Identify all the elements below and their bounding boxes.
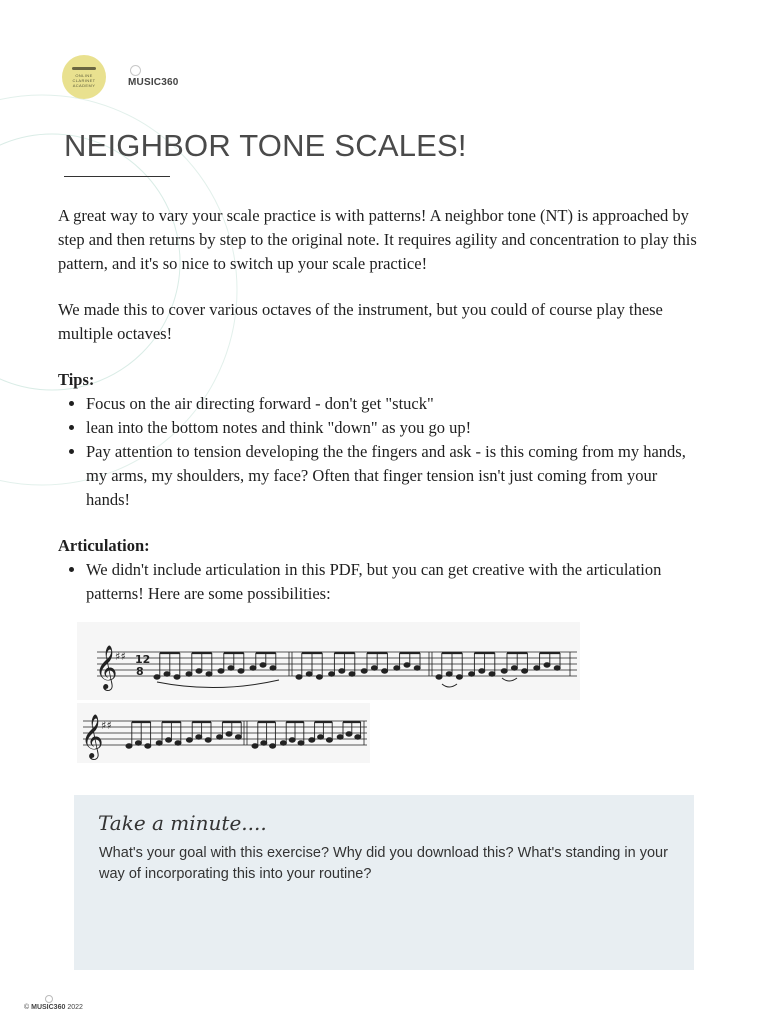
note-head	[326, 738, 332, 742]
note-head	[174, 675, 180, 679]
note-head	[228, 666, 234, 670]
note-head	[280, 741, 286, 745]
articulation-item: • We didn't include articulation in this PDF, but you can get creative with the articulation patterns! Here are some possibilities:	[86, 558, 698, 606]
note-head	[289, 738, 295, 742]
tips-heading: Tips:	[58, 370, 95, 389]
note-head	[154, 675, 160, 679]
reflection-title: Take a minute....	[98, 811, 267, 835]
staff-1	[77, 622, 580, 700]
note-head	[218, 669, 224, 673]
note-head	[186, 738, 192, 742]
note-head	[296, 675, 302, 679]
treble-clef-icon: 𝄞	[81, 714, 104, 758]
academy-logo-line1: ONLINE	[75, 72, 93, 78]
note-head	[479, 669, 485, 673]
note-head	[270, 666, 276, 670]
note-head	[298, 741, 304, 745]
note-head	[522, 669, 528, 673]
clarinet-icon	[72, 67, 96, 70]
note-group	[126, 722, 361, 748]
time-signature-bottom: 8	[136, 665, 144, 678]
note-head	[316, 675, 322, 679]
note-head	[309, 738, 315, 742]
note-head	[235, 735, 241, 739]
note-head	[436, 675, 442, 679]
articulation-list	[58, 558, 698, 606]
note-head	[250, 666, 256, 670]
note-head	[456, 675, 462, 679]
academy-logo	[62, 55, 106, 99]
note-head	[205, 738, 211, 742]
tips-item: • Focus on the air directing forward - don't get "stuck"	[86, 392, 698, 416]
note-head	[145, 744, 151, 748]
note-head	[196, 735, 202, 739]
note-head	[318, 735, 324, 739]
page-title: NEIGHBOR TONE SCALES!	[64, 128, 467, 163]
music360-ring-icon	[130, 65, 141, 76]
note-head	[260, 663, 266, 667]
note-head	[534, 666, 540, 670]
footer	[24, 995, 83, 1011]
intro-paragraph-2: We made this to cover various octaves of the instrument, but you could of course play these multiple octaves!	[58, 300, 663, 343]
note-head	[261, 741, 267, 745]
reflection-prompt: What's your goal with this exercise? Why did you download this? What's standing in your way of incorporating this into your routine?	[99, 845, 668, 882]
note-head	[126, 744, 132, 748]
note-head	[206, 672, 212, 676]
time-signature-top: 12	[135, 653, 151, 666]
academy-logo-line3: ACADEMY	[72, 82, 96, 88]
note-head	[166, 738, 172, 742]
note-head	[361, 669, 367, 673]
title-underline	[64, 176, 170, 177]
tips-item: • Pay attention to tension developing the the fingers and ask - is this coming from my hands, my arms, my shoulders, my face? Often that finger tension isn't just coming from your hands!	[86, 440, 698, 512]
notation-excerpt-1	[77, 622, 580, 700]
reflection-box	[74, 795, 694, 970]
notation-excerpt-2	[77, 703, 370, 763]
staff-2	[77, 703, 370, 763]
footer-year: 2022	[67, 1004, 83, 1011]
note-head	[469, 672, 475, 676]
academy-logo-line2: CLARINET	[72, 77, 96, 83]
note-head	[414, 666, 420, 670]
note-head	[306, 672, 312, 676]
articulation-heading: Articulation:	[58, 536, 150, 555]
note-head	[446, 672, 452, 676]
note-head	[337, 735, 343, 739]
svg-text:♯♯: ♯♯	[115, 650, 126, 663]
note-head	[329, 672, 335, 676]
note-head	[404, 663, 410, 667]
note-head	[238, 669, 244, 673]
note-head	[217, 735, 223, 739]
copyright-symbol: ©	[24, 1004, 30, 1011]
treble-clef-icon: 𝄞	[95, 645, 118, 689]
note-head	[382, 669, 388, 673]
music360-ring-icon	[45, 995, 53, 1003]
svg-text:♯♯: ♯♯	[101, 719, 112, 732]
note-head	[196, 669, 202, 673]
note-head	[349, 672, 355, 676]
note-head	[135, 741, 141, 745]
music360-logo	[128, 65, 179, 88]
note-group	[154, 653, 560, 679]
note-head	[270, 744, 276, 748]
note-head	[511, 666, 517, 670]
note-head	[544, 663, 550, 667]
note-head	[226, 732, 232, 736]
note-head	[164, 672, 170, 676]
tips-list	[58, 392, 698, 512]
music360-brand: MUSIC360	[128, 77, 179, 88]
note-head	[186, 672, 192, 676]
note-head	[489, 672, 495, 676]
footer-brand: MUSIC360	[31, 1004, 66, 1011]
note-head	[156, 741, 162, 745]
note-head	[339, 669, 345, 673]
note-head	[501, 669, 507, 673]
tips-item: • lean into the bottom notes and think "down" as you go up!	[86, 416, 698, 440]
intro-paragraph-1: A great way to vary your scale practice is with patterns! A neighbor tone (NT) is approached by step and then returns by step to the original note. It requires agility and concentration to play this pattern, and it's so nice to switch up your scale practice!	[58, 206, 697, 273]
note-head	[355, 735, 361, 739]
note-head	[394, 666, 400, 670]
note-head	[371, 666, 377, 670]
main-content	[58, 204, 698, 628]
note-head	[554, 666, 560, 670]
note-head	[252, 744, 258, 748]
note-head	[346, 732, 352, 736]
note-head	[175, 741, 181, 745]
